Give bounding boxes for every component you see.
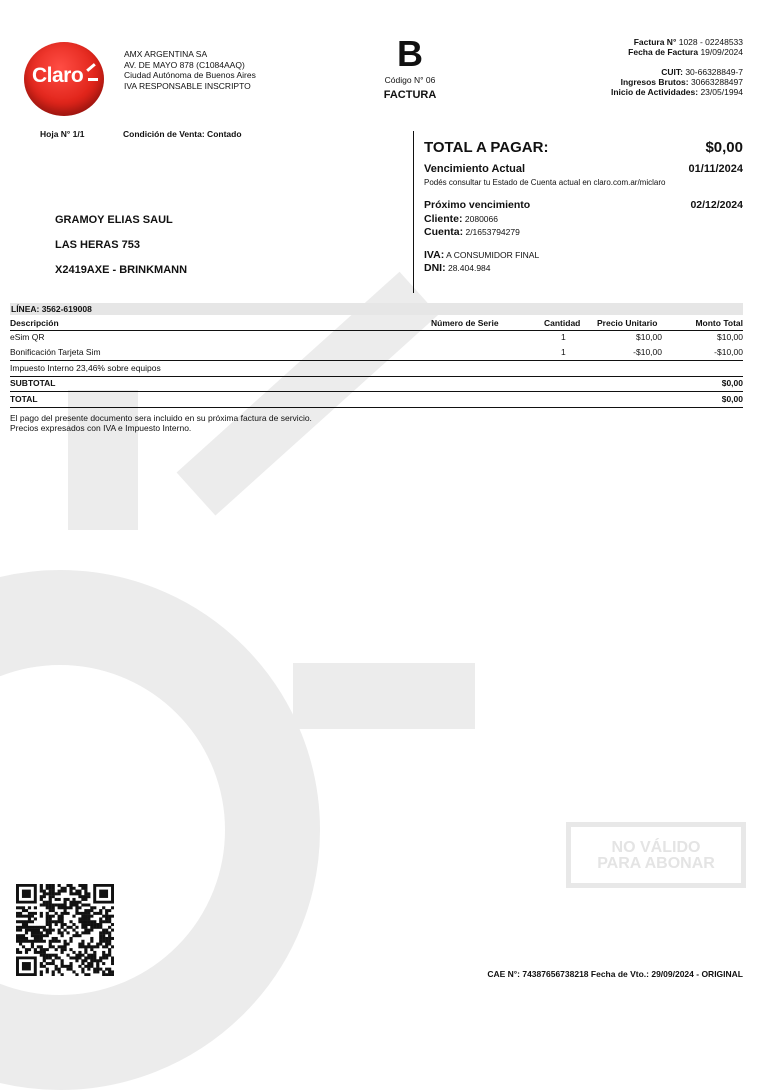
not-valid-stamp bbox=[566, 822, 746, 888]
doc-type-code: Código N° 06 bbox=[384, 75, 436, 85]
stamp-line-2: PARA ABONAR bbox=[597, 855, 715, 872]
row-quantity: 1 bbox=[561, 347, 566, 357]
customer-city: X2419AXE - BRINKMANN bbox=[55, 264, 188, 276]
footer-notes bbox=[10, 413, 312, 433]
cae-line: CAE N°: 74387656738218 Fecha de Vto.: 29/09/2024 - ORIGINAL bbox=[487, 969, 743, 979]
company-iva: IVA RESPONSABLE INSCRIPTO bbox=[124, 80, 251, 91]
logo-dash-icon bbox=[88, 78, 98, 81]
col-serial: Número de Serie bbox=[431, 318, 499, 328]
sale-condition: Condición de Venta: Contado bbox=[123, 129, 242, 139]
due-date-label: Vencimiento Actual bbox=[424, 163, 526, 175]
logo-accent-icon bbox=[86, 63, 96, 72]
footer-note: El pago del presente documento sera incluido en su próxima factura de servicio. bbox=[10, 413, 312, 423]
row-unit-price: $10,00 bbox=[636, 332, 662, 342]
account-line: Cuenta: 2/1653794279 bbox=[424, 226, 520, 238]
company-city: Ciudad Autónoma de Buenos Aires bbox=[124, 70, 256, 80]
total-row bbox=[10, 393, 743, 406]
customer-street: LAS HERAS 753 bbox=[55, 239, 140, 251]
line-label: LÍNEA: 3562-619008 bbox=[11, 304, 92, 314]
cuit-line: CUIT: 30-66328849-7 bbox=[661, 67, 743, 77]
total-rule bbox=[10, 391, 743, 392]
col-quantity: Cantidad bbox=[544, 318, 581, 328]
row-quantity: 1 bbox=[561, 332, 566, 342]
total-to-pay-label: TOTAL A PAGAR: bbox=[424, 139, 549, 156]
invoice-date-line: Fecha de Factura 19/09/2024 bbox=[628, 47, 743, 57]
table-row bbox=[10, 346, 743, 359]
doc-type-label: FACTURA bbox=[383, 89, 437, 101]
row-unit-price: -$10,00 bbox=[633, 347, 662, 357]
subtotal-label: SUBTOTAL bbox=[10, 378, 56, 388]
customer-name: GRAMOY ELIAS SAUL bbox=[55, 214, 173, 226]
footer-note: Precios expresados con IVA e Impuesto Interno. bbox=[10, 423, 192, 433]
watermark-bar-horizontal bbox=[293, 663, 475, 729]
col-description: Descripción bbox=[10, 318, 59, 328]
customer-address bbox=[55, 208, 187, 283]
section-divider bbox=[413, 131, 414, 293]
tax-note: Impuesto Interno 23,46% sobre equipos bbox=[10, 363, 161, 373]
client-line: Cliente: 2080066 bbox=[424, 213, 498, 225]
sheet-number: Hoja N° 1/1 bbox=[40, 129, 85, 139]
rows-rule bbox=[10, 360, 743, 361]
next-due-value: 02/12/2024 bbox=[690, 199, 743, 211]
company-info bbox=[124, 49, 256, 91]
row-total: $10,00 bbox=[717, 332, 743, 342]
qr-code-icon bbox=[16, 884, 114, 976]
watermark-bar-vertical bbox=[68, 390, 138, 530]
payment-block bbox=[424, 139, 743, 275]
total-to-pay-value: $0,00 bbox=[705, 139, 743, 156]
dni-line: DNI: 28.404.984 bbox=[424, 262, 491, 274]
line-band bbox=[10, 303, 743, 315]
company-address: AV. DE MAYO 878 (C1084AAQ) bbox=[124, 59, 245, 70]
start-activities-line: Inicio de Actividades: 23/05/1994 bbox=[611, 87, 743, 97]
total-bottom-rule bbox=[10, 407, 743, 408]
next-due-label: Próximo vencimiento bbox=[424, 199, 531, 211]
table-row bbox=[10, 331, 743, 344]
total-label: TOTAL bbox=[10, 394, 38, 404]
invoice-meta bbox=[611, 37, 743, 97]
iibb-line: Ingresos Brutos: 30663288497 bbox=[620, 77, 743, 87]
col-unit-price: Precio Unitario bbox=[597, 318, 658, 328]
subtotal-value: $0,00 bbox=[721, 378, 743, 388]
total-value: $0,00 bbox=[721, 394, 743, 404]
logo-text: Claro bbox=[32, 64, 84, 87]
tax-note-row bbox=[10, 362, 743, 375]
row-description: eSim QR bbox=[10, 332, 45, 342]
iva-line: IVA: A CONSUMIDOR FINAL bbox=[424, 249, 540, 261]
company-name: AMX ARGENTINA SA bbox=[124, 49, 208, 59]
claro-logo bbox=[24, 42, 104, 116]
col-total: Monto Total bbox=[695, 318, 743, 328]
account-status-note: Podés consultar tu Estado de Cuenta actual en claro.com.ar/miclaro bbox=[424, 178, 666, 187]
table-header bbox=[10, 317, 743, 330]
stamp-line-1: NO VÁLIDO bbox=[611, 839, 701, 856]
watermark-ring bbox=[0, 570, 320, 1090]
invoice-number-line: Factura N° 1028 - 02248533 bbox=[633, 37, 743, 47]
due-date-value: 01/11/2024 bbox=[688, 163, 743, 175]
doc-type-letter: B bbox=[397, 33, 423, 74]
subtotal-row bbox=[10, 377, 743, 390]
row-description: Bonificación Tarjeta Sim bbox=[10, 347, 101, 357]
row-total: -$10,00 bbox=[714, 347, 743, 357]
